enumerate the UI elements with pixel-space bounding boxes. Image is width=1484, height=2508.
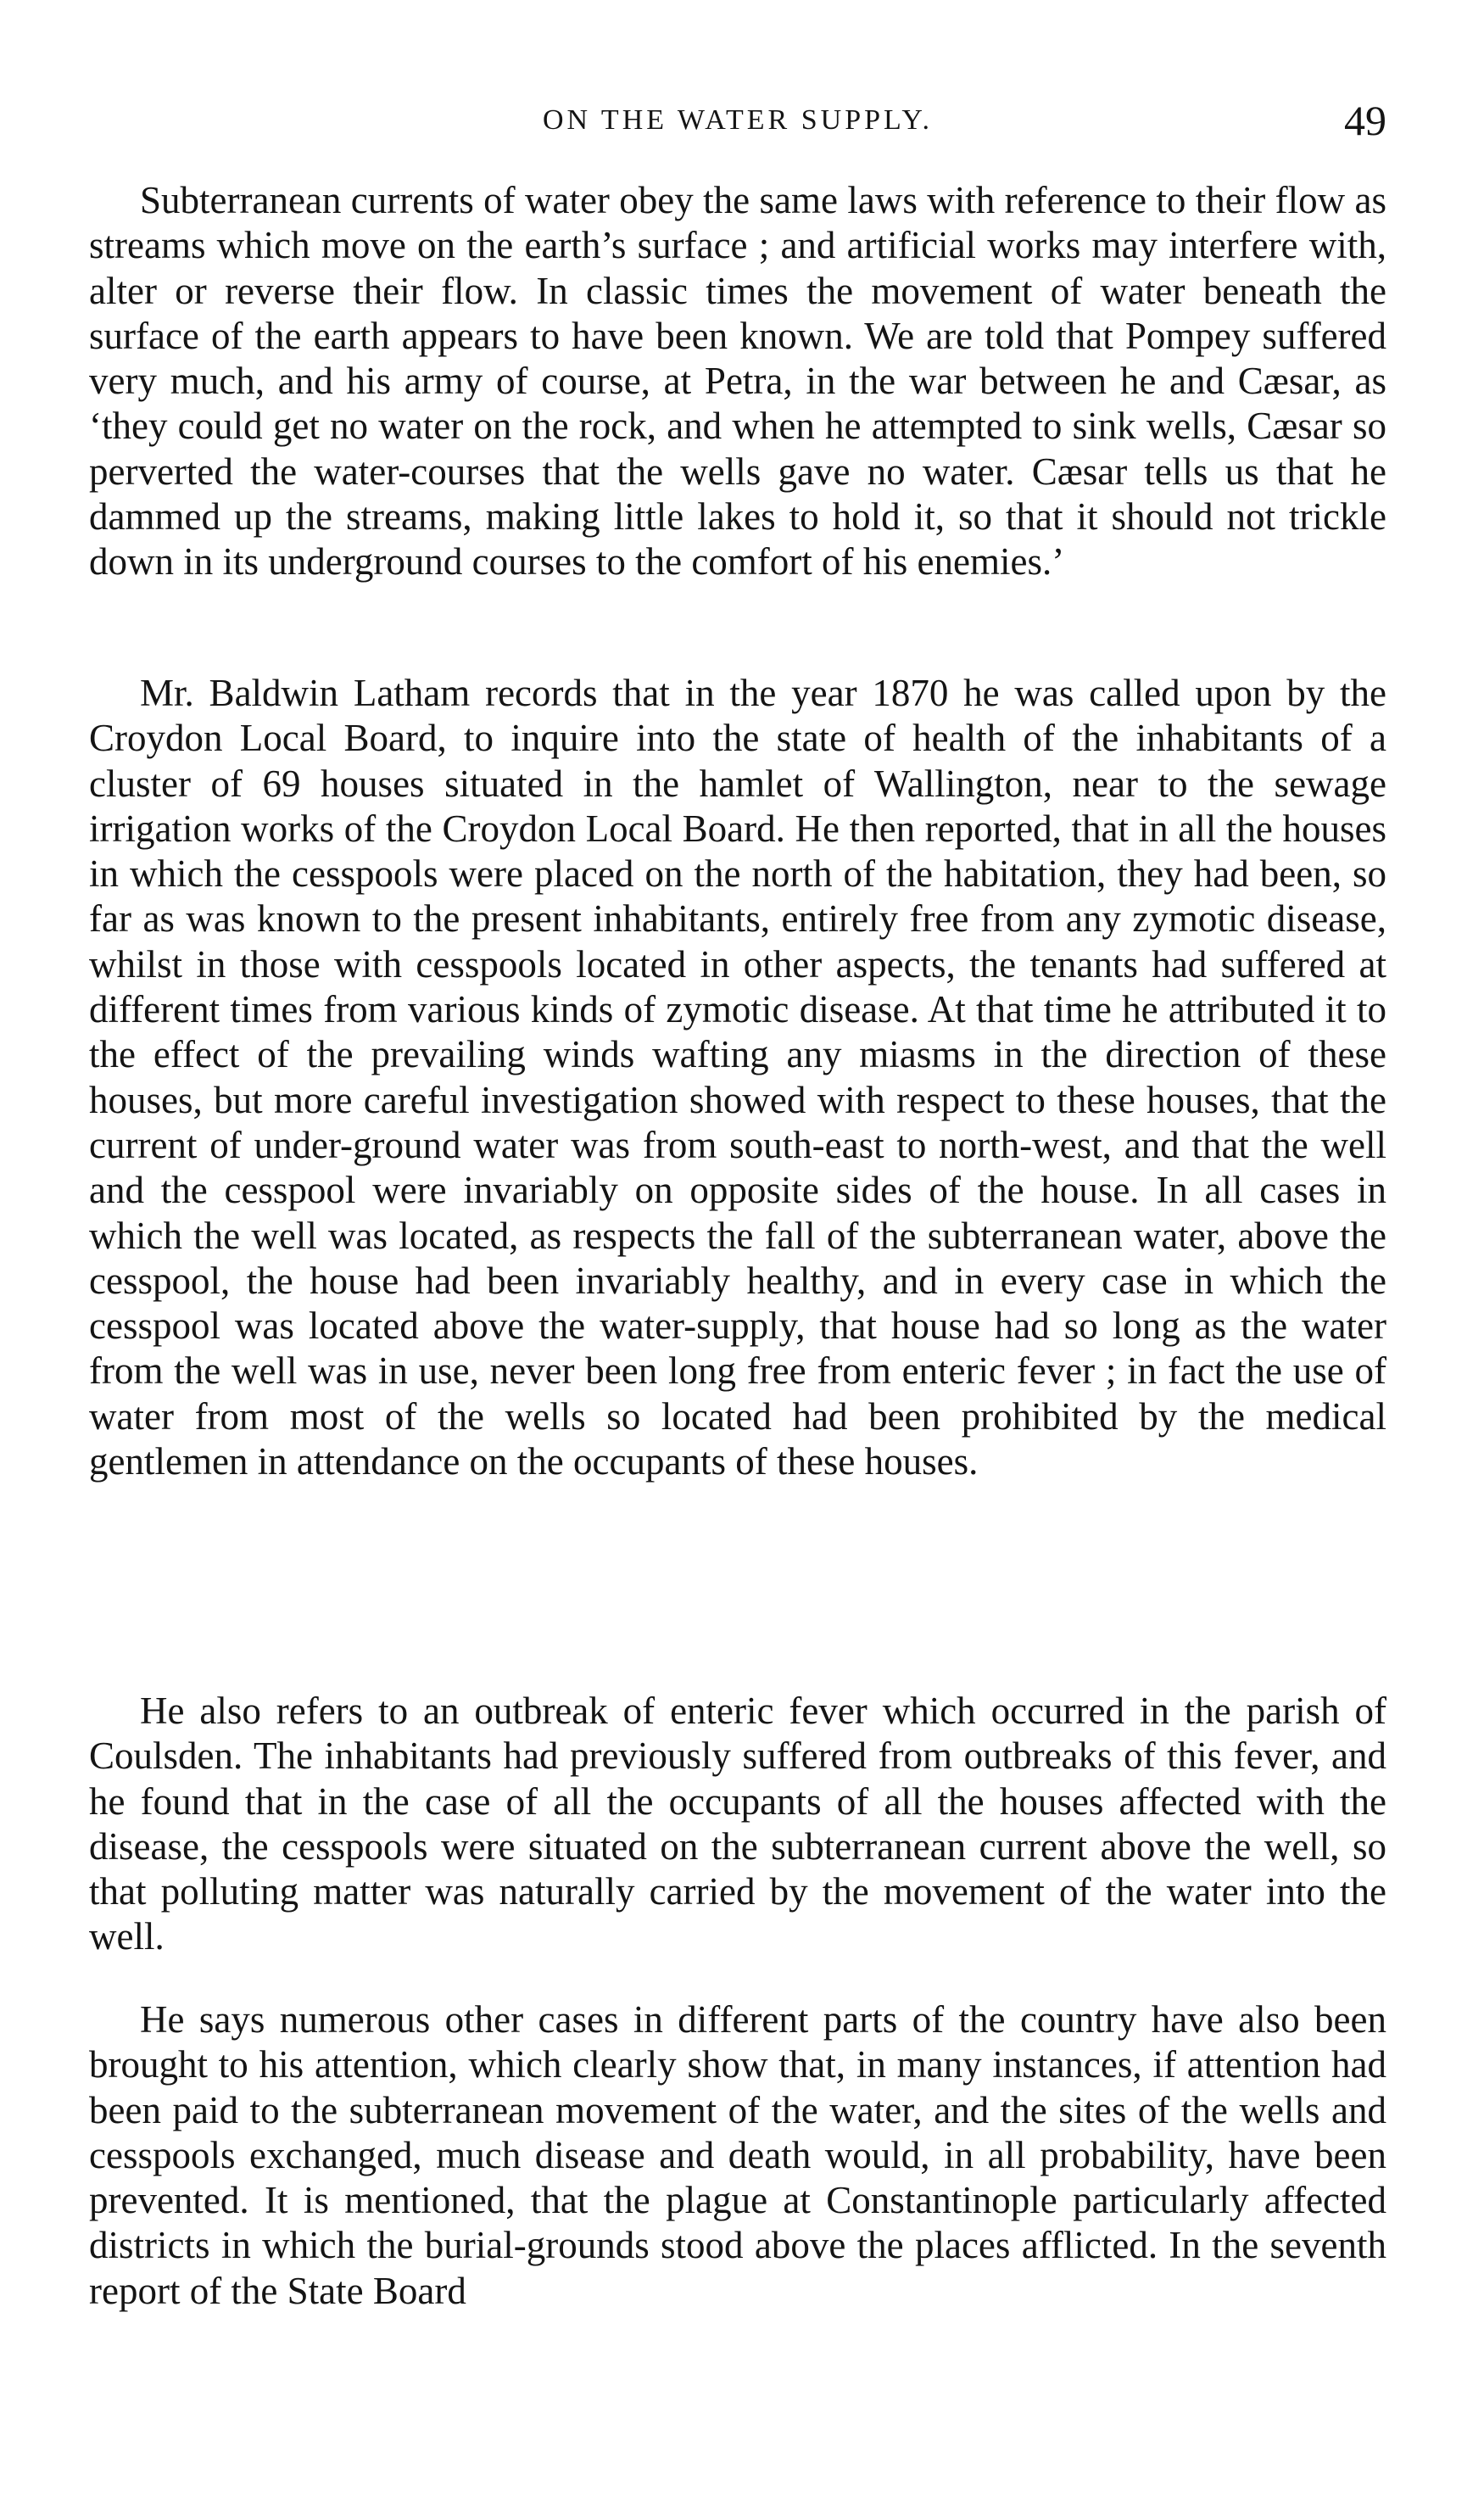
- body-text: [89, 178, 1386, 2314]
- running-title: ON THE WATER SUPPLY.: [542, 104, 934, 136]
- running-header: [89, 95, 1386, 146]
- paragraph-numerous-cases: He says numerous other cases in different parts of the country have also been brought to his attention, which clearly show that, in many instances, if attention had been paid to the subterranean movement of the water, and the sites of the wells and cesspools exchanged, much disease and death would, in all probability, have been prevented. It is mentioned, that the plague at Constantinople particularly affected districts in which the burial-grounds stood above the places afflicted. In the seventh report of the State Board: [89, 1998, 1386, 2312]
- paragraph-coulsden-outbreak: He also refers to an outbreak of enteric fever which occurred in the parish of Coulsden. The inhabitants had previously suffered from outbreaks of this fever, and he found that in the case of all the occupants of all the houses affected with the disease, the cesspools were situated on the subterranean current above the well, so that polluting matter was naturally carried by the movement of the water into the well.: [89, 1690, 1386, 1958]
- paragraph-baldwin-latham: Mr. Baldwin Latham records that in the year 1870 he was called upon by the Croydon Local Board, to inquire into the state of health of the inhabitants of a cluster of 69 houses situated in the hamlet of Wallington, near to the sewage irrigation works of the Croydon Local Board. He then reported, that in all the houses in which the cesspools were placed on the north of the habitation, they had been, so far as was known to the present inhabitants, entirely free from any zymotic disease, whilst in those with cesspools located in other aspects, the tenants had suffered at different times from various kinds of zymotic disease. At that time he attributed it to the effect of the prevailing winds wafting any miasms in the direction of these houses, but more careful investigation showed with respect to these houses, that the current of under-ground water was from south-east to north-west, and that the well and the cesspool were invariably on opposite sides of the house. In all cases in which the well was located, as respects the fall of the subterranean water, above the cesspool, the house had been invariably healthy, and in every case in which the cesspool was located above the water-supply, that house had so long as the water from the well was in use, never been long free from enteric fever ; in fact the use of water from most of the wells so located had been prohibited by the medical gentlemen in attendance on the occupants of these houses.: [89, 672, 1386, 1483]
- page-number: 49: [1344, 97, 1386, 144]
- paragraph-subterranean-currents: Subterranean currents of water obey the same laws with reference to their flow as streams which move on the earth’s surface ; and artificial works may interfere with, alter or reverse their flow. In classic times the movement of water beneath the surface of the earth appears to have been known. We are told that Pompey suffered very much, and his army of course, at Petra, in the war between he and Cæsar, as ‘they could get no water on the rock, and when he attempted to sink wells, Cæsar so perverted the water-courses that the wells gave no water. Cæsar tells us that he dammed up the streams, making little lakes to hold it, so that it should not trickle down in its underground courses to the comfort of his enemies.’: [89, 179, 1386, 584]
